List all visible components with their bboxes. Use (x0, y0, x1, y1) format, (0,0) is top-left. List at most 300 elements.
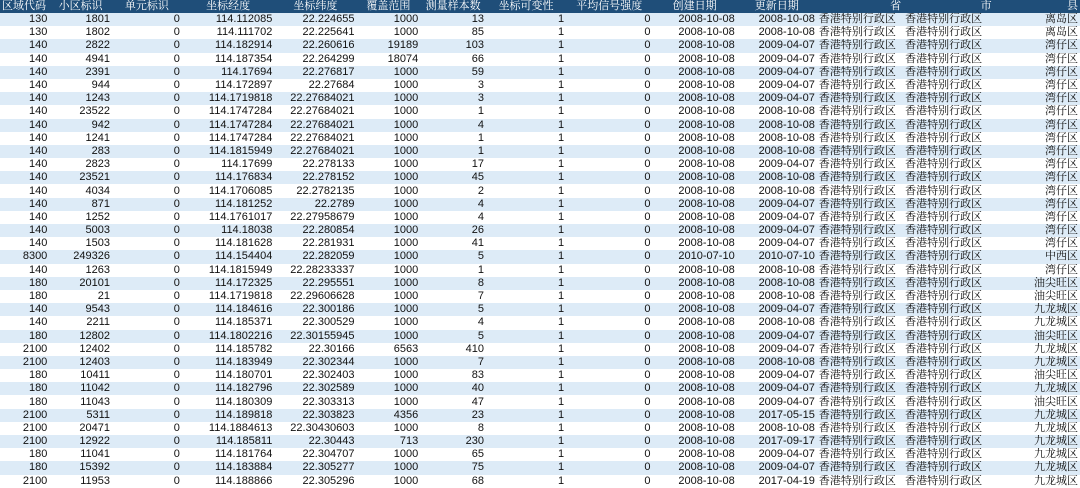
table-cell[interactable]: 0 (566, 422, 652, 435)
table-cell[interactable]: 0 (566, 224, 652, 237)
table-cell[interactable]: 香港特别行政区 (817, 13, 903, 26)
table-cell[interactable]: 香港特别行政区 (817, 53, 903, 66)
table-cell[interactable]: 180 (0, 448, 49, 461)
table-cell[interactable]: 0 (112, 198, 182, 211)
table-cell[interactable]: 114.172325 (182, 277, 274, 290)
table-cell[interactable]: 香港特别行政区 (903, 132, 993, 145)
table-cell[interactable]: 1 (486, 290, 566, 303)
table-cell[interactable]: 114.1802216 (182, 330, 274, 343)
table-cell[interactable]: 0 (112, 26, 182, 39)
table-cell[interactable]: 713 (357, 435, 421, 448)
table-cell[interactable]: 114.181764 (182, 448, 274, 461)
table-cell[interactable]: 香港特别行政区 (903, 66, 993, 79)
table-cell[interactable]: 0 (566, 343, 652, 356)
table-cell[interactable]: 0 (566, 435, 652, 448)
table-row[interactable] (0, 343, 1080, 356)
table-cell[interactable]: 2010-07-10 (737, 250, 817, 263)
table-cell[interactable]: 1000 (357, 198, 421, 211)
table-cell[interactable]: 香港特别行政区 (817, 198, 903, 211)
table-cell[interactable]: 2008-10-08 (652, 224, 736, 237)
column-header[interactable]: 县 (994, 0, 1080, 13)
table-cell[interactable]: 中西区 (994, 250, 1080, 263)
table-cell[interactable]: 0 (112, 132, 182, 145)
table-cell[interactable]: 114.112085 (182, 13, 274, 26)
table-cell[interactable]: 香港特别行政区 (817, 66, 903, 79)
table-cell[interactable]: 2823 (49, 158, 112, 171)
table-cell[interactable]: 0 (112, 369, 182, 382)
table-cell[interactable]: 香港特别行政区 (903, 224, 993, 237)
table-cell[interactable]: 22.30155945 (274, 330, 356, 343)
table-cell[interactable]: 香港特别行政区 (903, 303, 993, 316)
table-cell[interactable]: 0 (566, 26, 652, 39)
table-cell[interactable]: 2008-10-08 (652, 158, 736, 171)
table-cell[interactable]: 114.1761017 (182, 211, 274, 224)
table-cell[interactable]: 0 (112, 237, 182, 250)
table-cell[interactable]: 香港特别行政区 (817, 145, 903, 158)
table-cell[interactable]: 2008-10-08 (652, 422, 736, 435)
table-cell[interactable]: 20101 (49, 277, 112, 290)
table-row[interactable] (0, 26, 1080, 39)
table-cell[interactable]: 香港特别行政区 (903, 343, 993, 356)
table-cell[interactable]: 249326 (49, 250, 112, 263)
table-cell[interactable]: 0 (112, 356, 182, 369)
table-cell[interactable]: 114.111702 (182, 26, 274, 39)
table-cell[interactable]: 0 (566, 290, 652, 303)
table-cell[interactable]: 1 (486, 211, 566, 224)
table-cell[interactable]: 23 (420, 409, 486, 422)
table-cell[interactable]: 2017-04-19 (737, 475, 817, 488)
table-cell[interactable]: 942 (49, 119, 112, 132)
table-cell[interactable]: 香港特别行政区 (903, 79, 993, 92)
table-cell[interactable]: 12403 (49, 356, 112, 369)
table-cell[interactable]: 230 (420, 435, 486, 448)
table-cell[interactable]: 0 (112, 435, 182, 448)
table-cell[interactable]: 2100 (0, 422, 49, 435)
table-cell[interactable]: 香港特别行政区 (903, 264, 993, 277)
table-cell[interactable]: 2008-10-08 (652, 382, 736, 395)
table-cell[interactable]: 114.189818 (182, 409, 274, 422)
table-cell[interactable]: 2008-10-08 (652, 290, 736, 303)
table-row[interactable] (0, 369, 1080, 382)
table-cell[interactable]: 香港特别行政区 (903, 422, 993, 435)
table-cell[interactable]: 香港特别行政区 (817, 184, 903, 197)
table-cell[interactable]: 2017-05-15 (737, 409, 817, 422)
table-cell[interactable]: 九龙城区 (994, 422, 1080, 435)
table-cell[interactable]: 九龙城区 (994, 409, 1080, 422)
table-cell[interactable]: 1000 (357, 303, 421, 316)
table-cell[interactable]: 0 (566, 211, 652, 224)
table-cell[interactable]: 2008-10-08 (737, 422, 817, 435)
table-cell[interactable]: 871 (49, 198, 112, 211)
table-cell[interactable]: 1 (486, 461, 566, 474)
table-row[interactable] (0, 237, 1080, 250)
table-cell[interactable]: 2008-10-08 (652, 395, 736, 408)
table-cell[interactable]: 11042 (49, 382, 112, 395)
table-cell[interactable]: 1000 (357, 356, 421, 369)
table-cell[interactable]: 香港特别行政区 (903, 184, 993, 197)
table-cell[interactable]: 22.27958679 (274, 211, 356, 224)
table-cell[interactable]: 香港特别行政区 (817, 277, 903, 290)
table-cell[interactable]: 6563 (357, 343, 421, 356)
table-cell[interactable]: 140 (0, 145, 49, 158)
table-cell[interactable]: 2008-10-08 (737, 145, 817, 158)
table-cell[interactable]: 103 (420, 39, 486, 52)
table-cell[interactable]: 5003 (49, 224, 112, 237)
table-cell[interactable]: 香港特别行政区 (903, 119, 993, 132)
table-cell[interactable]: 1802 (49, 26, 112, 39)
table-cell[interactable]: 九龙城区 (994, 303, 1080, 316)
table-cell[interactable]: 2009-04-07 (737, 198, 817, 211)
column-header[interactable]: 坐标经度 (182, 0, 274, 13)
table-row[interactable] (0, 198, 1080, 211)
table-cell[interactable]: 140 (0, 264, 49, 277)
table-cell[interactable]: 1 (486, 79, 566, 92)
table-cell[interactable]: 香港特别行政区 (903, 475, 993, 488)
table-cell[interactable]: 香港特别行政区 (903, 26, 993, 39)
table-cell[interactable]: 114.18038 (182, 224, 274, 237)
table-cell[interactable]: 香港特别行政区 (817, 105, 903, 118)
table-cell[interactable]: 2 (420, 184, 486, 197)
table-cell[interactable]: 2100 (0, 435, 49, 448)
table-cell[interactable]: 1000 (357, 330, 421, 343)
table-cell[interactable]: 1 (486, 475, 566, 488)
table-cell[interactable]: 1000 (357, 461, 421, 474)
table-cell[interactable]: 香港特别行政区 (817, 303, 903, 316)
table-cell[interactable]: 22.302344 (274, 356, 356, 369)
table-cell[interactable]: 1000 (357, 277, 421, 290)
table-cell[interactable]: 2009-04-07 (737, 382, 817, 395)
table-cell[interactable]: 香港特别行政区 (817, 356, 903, 369)
table-cell[interactable]: 2008-10-08 (652, 369, 736, 382)
table-row[interactable] (0, 145, 1080, 158)
table-cell[interactable]: 香港特别行政区 (903, 356, 993, 369)
table-cell[interactable]: 1 (486, 13, 566, 26)
table-cell[interactable]: 22.260616 (274, 39, 356, 52)
table-cell[interactable]: 0 (112, 382, 182, 395)
table-row[interactable] (0, 316, 1080, 329)
table-cell[interactable]: 湾仔区 (994, 92, 1080, 105)
table-cell[interactable]: 0 (112, 53, 182, 66)
table-cell[interactable]: 香港特别行政区 (903, 158, 993, 171)
table-cell[interactable]: 香港特别行政区 (903, 250, 993, 263)
table-cell[interactable]: 2009-04-07 (737, 237, 817, 250)
table-cell[interactable]: 180 (0, 330, 49, 343)
column-header[interactable]: 坐标纬度 (274, 0, 356, 13)
table-cell[interactable]: 0 (566, 395, 652, 408)
table-cell[interactable]: 九龙城区 (994, 448, 1080, 461)
table-cell[interactable]: 75 (420, 461, 486, 474)
table-cell[interactable]: 离岛区 (994, 26, 1080, 39)
table-cell[interactable]: 8 (420, 277, 486, 290)
table-cell[interactable]: 140 (0, 211, 49, 224)
table-cell[interactable]: 0 (566, 461, 652, 474)
table-cell[interactable]: 130 (0, 26, 49, 39)
table-cell[interactable]: 5 (420, 250, 486, 263)
table-cell[interactable]: 1000 (357, 66, 421, 79)
table-cell[interactable]: 7 (420, 290, 486, 303)
table-cell[interactable]: 11041 (49, 448, 112, 461)
table-cell[interactable]: 香港特别行政区 (817, 435, 903, 448)
table-cell[interactable]: 2100 (0, 409, 49, 422)
table-cell[interactable]: 2008-10-08 (652, 13, 736, 26)
table-cell[interactable]: 1 (486, 303, 566, 316)
table-cell[interactable]: 2008-10-08 (652, 105, 736, 118)
table-cell[interactable]: 1503 (49, 237, 112, 250)
table-cell[interactable]: 0 (112, 211, 182, 224)
table-cell[interactable]: 114.181252 (182, 198, 274, 211)
table-cell[interactable]: 5 (420, 330, 486, 343)
table-cell[interactable]: 140 (0, 184, 49, 197)
table-cell[interactable]: 香港特别行政区 (817, 461, 903, 474)
table-cell[interactable]: 湾仔区 (994, 132, 1080, 145)
table-cell[interactable]: 0 (566, 184, 652, 197)
table-cell[interactable]: 17 (420, 158, 486, 171)
table-cell[interactable]: 5 (420, 303, 486, 316)
table-cell[interactable]: 香港特别行政区 (903, 409, 993, 422)
table-cell[interactable]: 0 (566, 158, 652, 171)
table-cell[interactable]: 22.278152 (274, 171, 356, 184)
table-cell[interactable]: 1241 (49, 132, 112, 145)
table-cell[interactable]: 0 (112, 39, 182, 52)
table-cell[interactable]: 2008-10-08 (737, 119, 817, 132)
table-cell[interactable]: 140 (0, 53, 49, 66)
table-cell[interactable]: 香港特别行政区 (817, 330, 903, 343)
table-cell[interactable]: 0 (112, 395, 182, 408)
table-cell[interactable]: 2008-10-08 (652, 409, 736, 422)
table-cell[interactable]: 114.183884 (182, 461, 274, 474)
table-cell[interactable]: 2008-10-08 (652, 277, 736, 290)
table-cell[interactable]: 2008-10-08 (652, 330, 736, 343)
table-cell[interactable]: 140 (0, 316, 49, 329)
table-cell[interactable]: 香港特别行政区 (903, 211, 993, 224)
table-cell[interactable]: 7 (420, 356, 486, 369)
table-row[interactable] (0, 461, 1080, 474)
table-cell[interactable]: 180 (0, 277, 49, 290)
table-cell[interactable]: 1000 (357, 237, 421, 250)
table-cell[interactable]: 1000 (357, 382, 421, 395)
table-cell[interactable]: 0 (112, 224, 182, 237)
table-cell[interactable]: 香港特别行政区 (903, 145, 993, 158)
table-cell[interactable]: 140 (0, 198, 49, 211)
table-row[interactable] (0, 184, 1080, 197)
table-cell[interactable]: 2008-10-08 (737, 356, 817, 369)
table-cell[interactable]: 2008-10-08 (737, 290, 817, 303)
table-cell[interactable]: 湾仔区 (994, 224, 1080, 237)
table-cell[interactable]: 0 (112, 409, 182, 422)
table-cell[interactable]: 2100 (0, 475, 49, 488)
table-cell[interactable]: 2008-10-08 (652, 264, 736, 277)
table-cell[interactable]: 香港特别行政区 (903, 105, 993, 118)
table-cell[interactable]: 22.224655 (274, 13, 356, 26)
table-cell[interactable]: 1 (486, 409, 566, 422)
column-header[interactable]: 覆盖范围 (357, 0, 421, 13)
table-cell[interactable]: 1000 (357, 475, 421, 488)
column-header[interactable]: 测量样本数 (420, 0, 486, 13)
table-cell[interactable]: 1 (486, 356, 566, 369)
table-cell[interactable]: 1 (486, 105, 566, 118)
table-cell[interactable]: 15392 (49, 461, 112, 474)
table-cell[interactable]: 0 (566, 237, 652, 250)
table-cell[interactable]: 香港特别行政区 (817, 475, 903, 488)
table-cell[interactable]: 香港特别行政区 (817, 79, 903, 92)
table-cell[interactable]: 22.28233337 (274, 264, 356, 277)
table-cell[interactable]: 2100 (0, 356, 49, 369)
table-cell[interactable]: 2008-10-08 (737, 105, 817, 118)
table-cell[interactable]: 3 (420, 79, 486, 92)
table-cell[interactable]: 1801 (49, 13, 112, 26)
table-cell[interactable]: 47 (420, 395, 486, 408)
table-cell[interactable]: 41 (420, 237, 486, 250)
table-cell[interactable]: 1 (486, 382, 566, 395)
table-cell[interactable]: 香港特别行政区 (903, 461, 993, 474)
table-cell[interactable]: 114.181628 (182, 237, 274, 250)
table-cell[interactable]: 1000 (357, 132, 421, 145)
table-cell[interactable]: 1000 (357, 448, 421, 461)
table-cell[interactable]: 2008-10-08 (737, 264, 817, 277)
table-cell[interactable]: 1 (486, 184, 566, 197)
table-cell[interactable]: 22.302403 (274, 369, 356, 382)
table-cell[interactable]: 1000 (357, 171, 421, 184)
table-cell[interactable]: 1 (486, 422, 566, 435)
table-cell[interactable]: 3 (420, 92, 486, 105)
table-cell[interactable]: 香港特别行政区 (903, 39, 993, 52)
table-cell[interactable]: 九龙城区 (994, 435, 1080, 448)
table-cell[interactable]: 2009-04-07 (737, 39, 817, 52)
table-cell[interactable]: 68 (420, 475, 486, 488)
table-cell[interactable]: 2100 (0, 343, 49, 356)
table-cell[interactable]: 0 (566, 39, 652, 52)
table-cell[interactable]: 0 (112, 277, 182, 290)
table-cell[interactable]: 180 (0, 395, 49, 408)
table-cell[interactable]: 2008-10-08 (652, 198, 736, 211)
table-cell[interactable]: 114.185811 (182, 435, 274, 448)
table-cell[interactable]: 140 (0, 92, 49, 105)
table-cell[interactable]: 1 (486, 39, 566, 52)
table-cell[interactable]: 2008-10-08 (652, 316, 736, 329)
table-cell[interactable]: 1 (486, 92, 566, 105)
table-cell[interactable]: 湾仔区 (994, 171, 1080, 184)
table-cell[interactable]: 香港特别行政区 (817, 250, 903, 263)
table-cell[interactable]: 114.1747284 (182, 105, 274, 118)
table-cell[interactable]: 香港特别行政区 (817, 290, 903, 303)
table-cell[interactable]: 0 (112, 461, 182, 474)
table-cell[interactable]: 2009-04-07 (737, 158, 817, 171)
table-cell[interactable]: 1 (486, 224, 566, 237)
table-cell[interactable]: 0 (112, 105, 182, 118)
table-row[interactable] (0, 290, 1080, 303)
table-cell[interactable]: 2008-10-08 (737, 184, 817, 197)
table-cell[interactable]: 香港特别行政区 (817, 395, 903, 408)
table-cell[interactable]: 2009-04-07 (737, 224, 817, 237)
table-cell[interactable]: 2009-04-07 (737, 461, 817, 474)
table-cell[interactable]: 0 (566, 79, 652, 92)
table-cell[interactable]: 油尖旺区 (994, 395, 1080, 408)
table-cell[interactable]: 0 (566, 382, 652, 395)
table-cell[interactable]: 1 (486, 343, 566, 356)
table-cell[interactable]: 香港特别行政区 (903, 435, 993, 448)
table-cell[interactable]: 香港特别行政区 (903, 448, 993, 461)
table-cell[interactable]: 2008-10-08 (652, 211, 736, 224)
table-cell[interactable]: 2008-10-08 (652, 184, 736, 197)
table-cell[interactable]: 22.27684 (274, 79, 356, 92)
column-header[interactable]: 坐标可变性 (486, 0, 566, 13)
table-cell[interactable]: 8 (420, 422, 486, 435)
table-cell[interactable]: 湾仔区 (994, 237, 1080, 250)
table-cell[interactable]: 2008-10-08 (652, 237, 736, 250)
table-cell[interactable]: 1000 (357, 264, 421, 277)
table-cell[interactable]: 香港特别行政区 (817, 237, 903, 250)
table-row[interactable] (0, 277, 1080, 290)
table-cell[interactable]: 1 (486, 277, 566, 290)
table-cell[interactable]: 0 (566, 198, 652, 211)
table-cell[interactable]: 九龙城区 (994, 461, 1080, 474)
table-cell[interactable]: 114.172897 (182, 79, 274, 92)
table-cell[interactable]: 114.180701 (182, 369, 274, 382)
table-cell[interactable]: 1252 (49, 211, 112, 224)
table-cell[interactable]: 湾仔区 (994, 39, 1080, 52)
table-cell[interactable]: 香港特别行政区 (817, 158, 903, 171)
table-cell[interactable]: 114.187354 (182, 53, 274, 66)
table-cell[interactable]: 0 (566, 356, 652, 369)
table-cell[interactable]: 0 (112, 66, 182, 79)
table-cell[interactable]: 4356 (357, 409, 421, 422)
table-cell[interactable]: 湾仔区 (994, 105, 1080, 118)
table-cell[interactable]: 0 (112, 330, 182, 343)
table-row[interactable] (0, 105, 1080, 118)
table-cell[interactable]: 2008-10-08 (652, 26, 736, 39)
table-cell[interactable]: 140 (0, 224, 49, 237)
table-cell[interactable]: 23522 (49, 105, 112, 118)
table-cell[interactable]: 22.304707 (274, 448, 356, 461)
table-cell[interactable]: 1000 (357, 290, 421, 303)
table-cell[interactable]: 2008-10-08 (652, 53, 736, 66)
table-cell[interactable]: 香港特别行政区 (903, 290, 993, 303)
table-cell[interactable]: 1 (420, 132, 486, 145)
column-header[interactable]: 更新日期 (737, 0, 817, 13)
table-cell[interactable]: 283 (49, 145, 112, 158)
table-cell[interactable]: 1 (420, 145, 486, 158)
table-cell[interactable]: 140 (0, 79, 49, 92)
table-cell[interactable]: 0 (566, 13, 652, 26)
table-cell[interactable]: 0 (112, 119, 182, 132)
table-cell[interactable]: 1 (486, 330, 566, 343)
table-cell[interactable]: 2008-10-08 (737, 277, 817, 290)
table-cell[interactable]: 香港特别行政区 (903, 316, 993, 329)
table-row[interactable] (0, 66, 1080, 79)
table-cell[interactable]: 香港特别行政区 (903, 382, 993, 395)
table-cell[interactable]: 66 (420, 53, 486, 66)
table-row[interactable] (0, 264, 1080, 277)
table-row[interactable] (0, 13, 1080, 26)
table-cell[interactable]: 2009-04-07 (737, 79, 817, 92)
table-cell[interactable]: 21 (49, 290, 112, 303)
table-cell[interactable]: 0 (566, 53, 652, 66)
table-cell[interactable]: 2009-04-07 (737, 330, 817, 343)
table-cell[interactable]: 13 (420, 13, 486, 26)
table-cell[interactable]: 香港特别行政区 (817, 409, 903, 422)
column-header[interactable]: 小区标识 (49, 0, 112, 13)
table-row[interactable] (0, 79, 1080, 92)
table-cell[interactable]: 22.27684021 (274, 145, 356, 158)
table-cell[interactable]: 19189 (357, 39, 421, 52)
table-cell[interactable]: 11953 (49, 475, 112, 488)
table-cell[interactable]: 2008-10-08 (652, 448, 736, 461)
table-cell[interactable]: 2008-10-08 (737, 26, 817, 39)
table-cell[interactable]: 22.27684021 (274, 105, 356, 118)
table-cell[interactable]: 香港特别行政区 (817, 224, 903, 237)
table-cell[interactable]: 114.1719818 (182, 92, 274, 105)
table-row[interactable] (0, 330, 1080, 343)
